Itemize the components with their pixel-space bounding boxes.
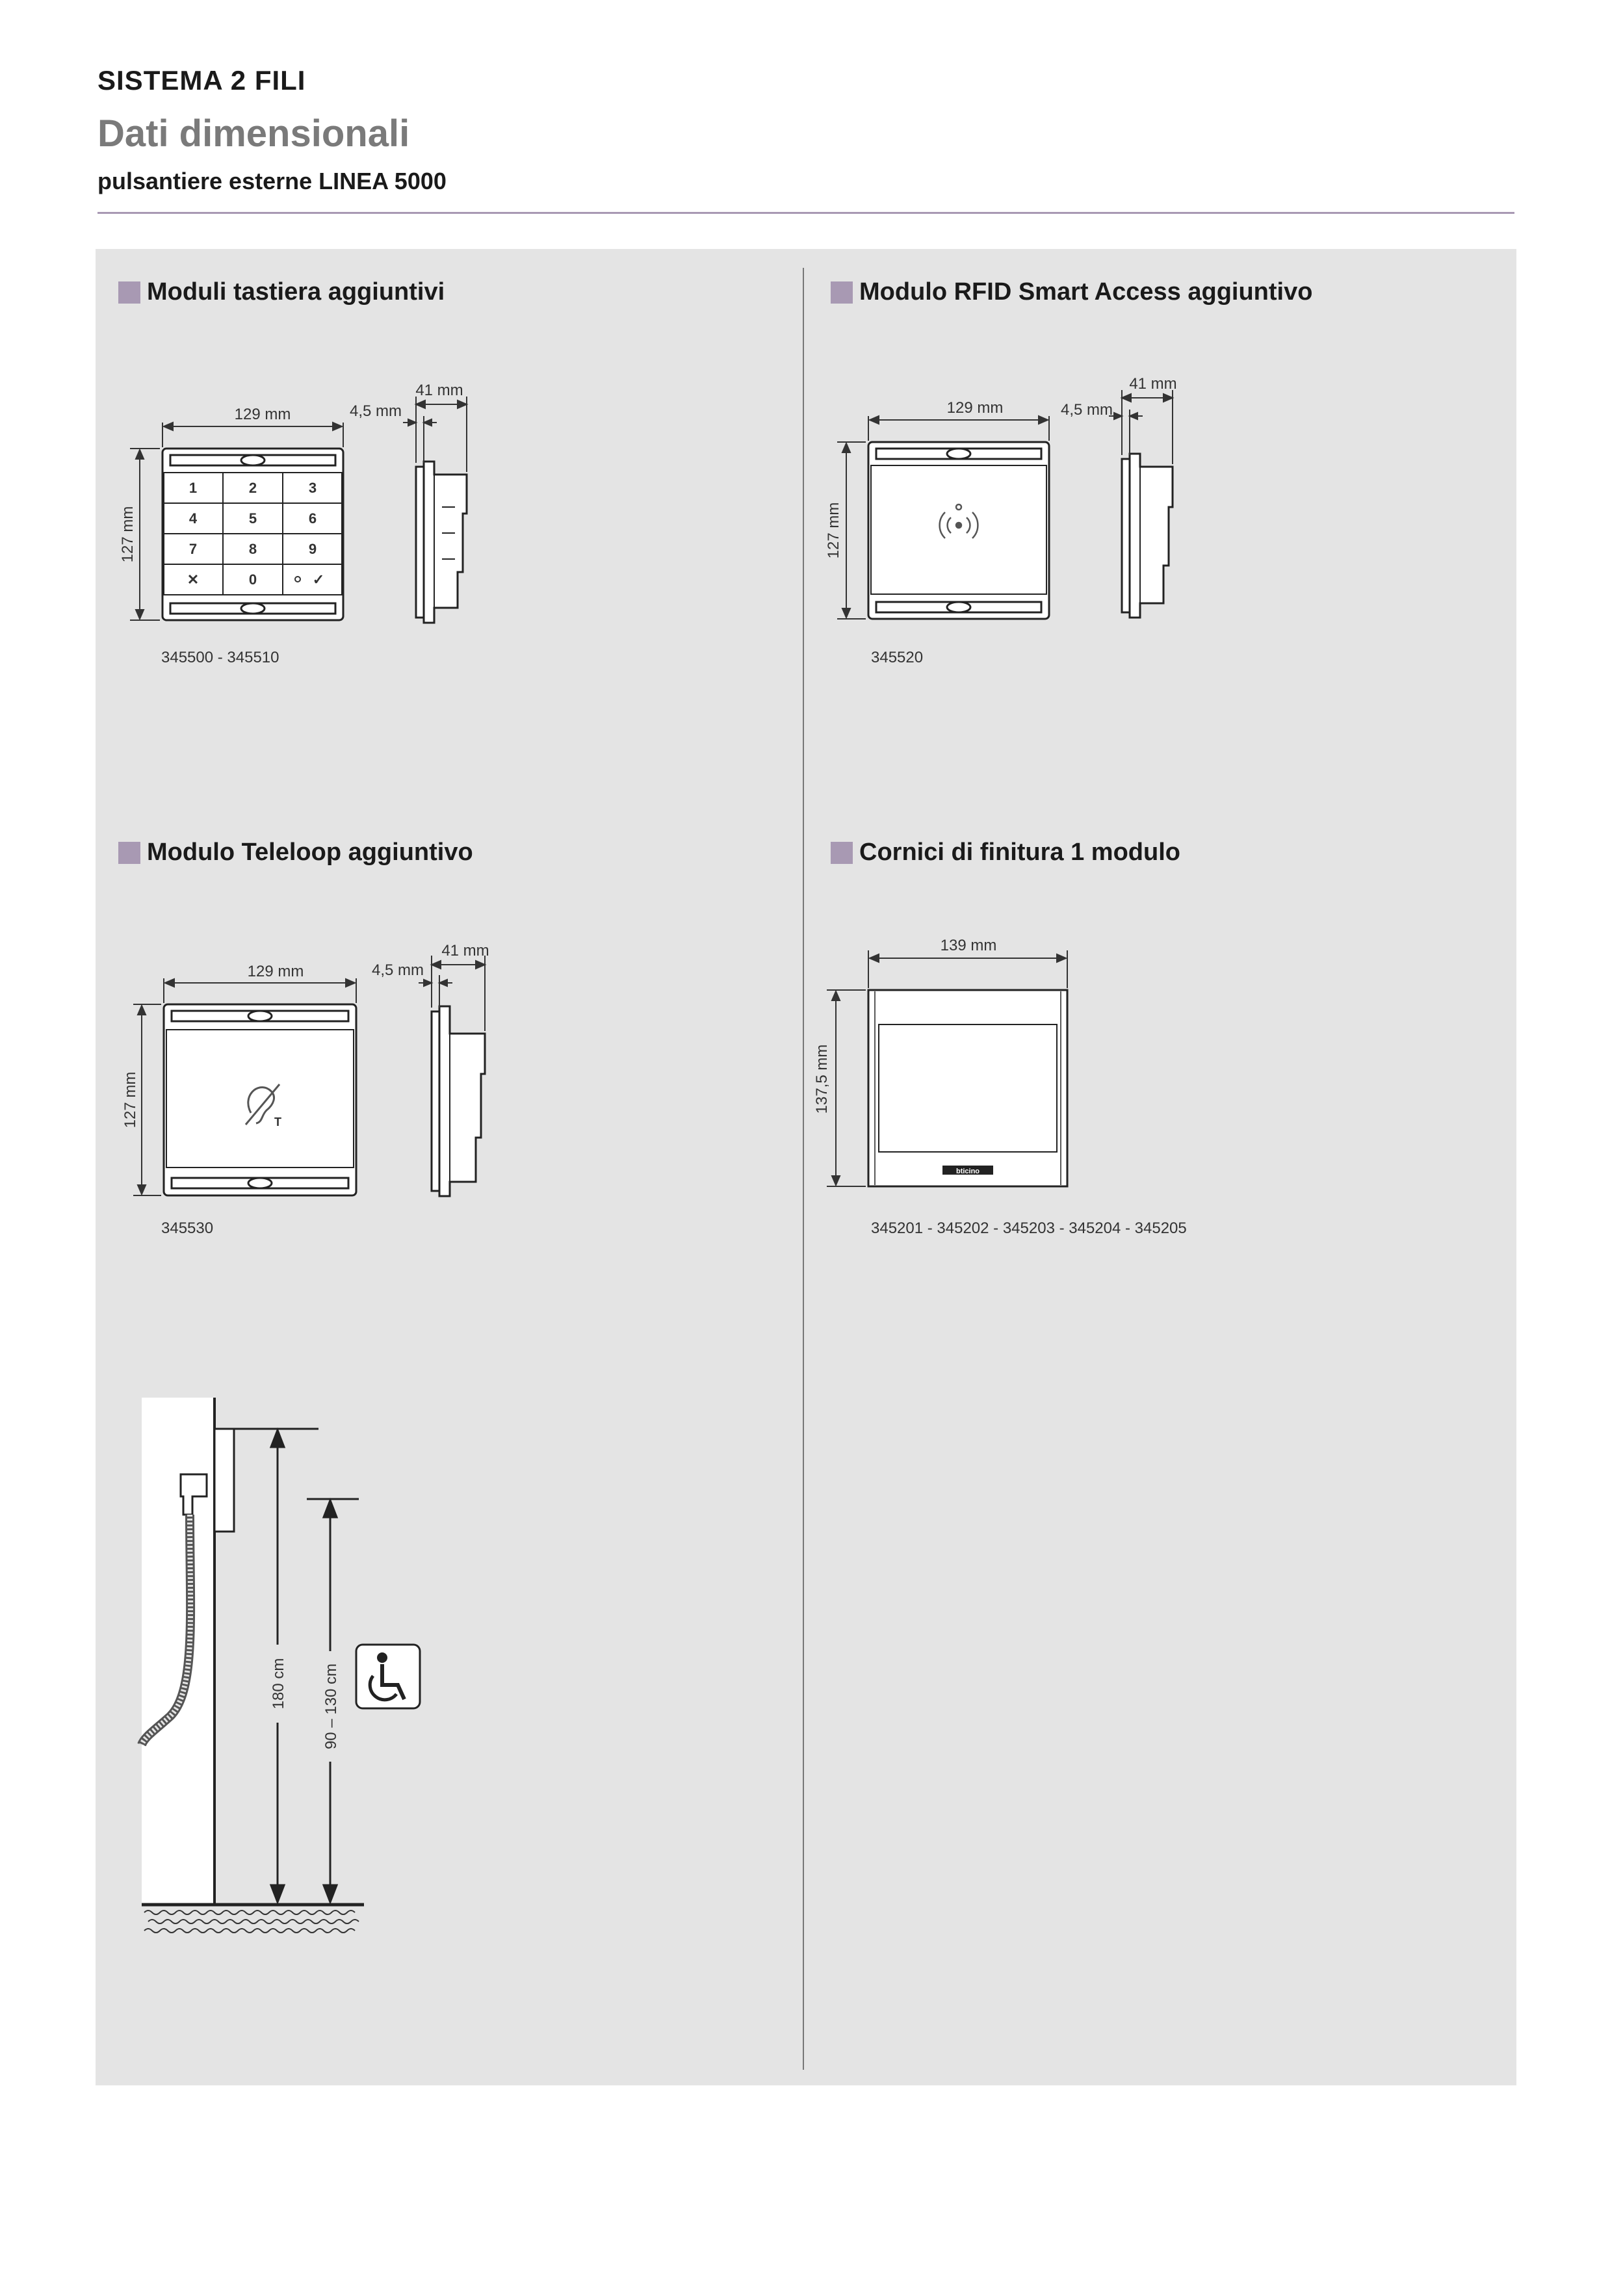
wheelchair-icon: [356, 1645, 420, 1708]
system-title: SISTEMA 2 FILI: [97, 65, 306, 96]
width-dimension: 139 mm: [940, 937, 997, 954]
offset-dimension: 4,5 mm: [371, 961, 424, 979]
key-label: 8: [248, 541, 257, 557]
key-label: 0: [248, 571, 257, 588]
height-dimension: 127 mm: [122, 1071, 139, 1128]
height-range-label: 90 – 130 cm: [322, 1663, 340, 1750]
key-label: 3: [308, 480, 317, 496]
page-title: Dati dimensionali: [97, 112, 410, 155]
offset-dimension: 4,5 mm: [1060, 401, 1113, 419]
key-label: 5: [248, 510, 257, 527]
height-max-label: 180 cm: [270, 1658, 287, 1710]
depth-dimension: 41 mm: [1129, 375, 1177, 393]
key-label: 9: [308, 541, 317, 557]
page-subtitle: pulsantiere esterne LINEA 5000: [97, 168, 447, 194]
product-codes: 345201 - 345202 - 345203 - 345204 - 345205: [871, 1220, 1187, 1237]
section-title-text: Modulo RFID Smart Access aggiuntivo: [859, 278, 1313, 306]
key-label: ✕: [187, 571, 200, 588]
section-title-text: Modulo Teleloop aggiuntivo: [147, 839, 473, 866]
teleloop-mark: T: [274, 1115, 281, 1128]
offset-dimension: 4,5 mm: [349, 402, 402, 420]
key-label: ✓: [312, 571, 325, 588]
section-title-text: Moduli tastiera aggiuntivi: [147, 278, 445, 306]
depth-dimension: 41 mm: [441, 942, 489, 959]
product-codes: 345520: [871, 649, 924, 666]
height-dimension: 127 mm: [119, 506, 136, 563]
width-dimension: 129 mm: [234, 406, 291, 423]
height-dimension: 127 mm: [825, 502, 842, 559]
depth-dimension: 41 mm: [415, 382, 463, 399]
key-label: 1: [188, 480, 198, 496]
ground-pattern: [144, 1911, 359, 1933]
width-dimension: 129 mm: [247, 963, 304, 980]
panel-on-wall: [214, 1429, 234, 1532]
product-codes: 345500 - 345510: [161, 649, 279, 666]
key-label: 6: [308, 510, 317, 527]
section-title-text: Cornici di finitura 1 modulo: [859, 839, 1180, 866]
brand-logo: bticino: [955, 1168, 980, 1175]
key-label: 7: [188, 541, 198, 557]
product-codes: 345530: [161, 1220, 214, 1237]
height-dimension: 137,5 mm: [813, 1044, 831, 1114]
key-label: 4: [188, 510, 198, 527]
key-label: 2: [248, 480, 257, 496]
width-dimension: 129 mm: [946, 399, 1004, 417]
